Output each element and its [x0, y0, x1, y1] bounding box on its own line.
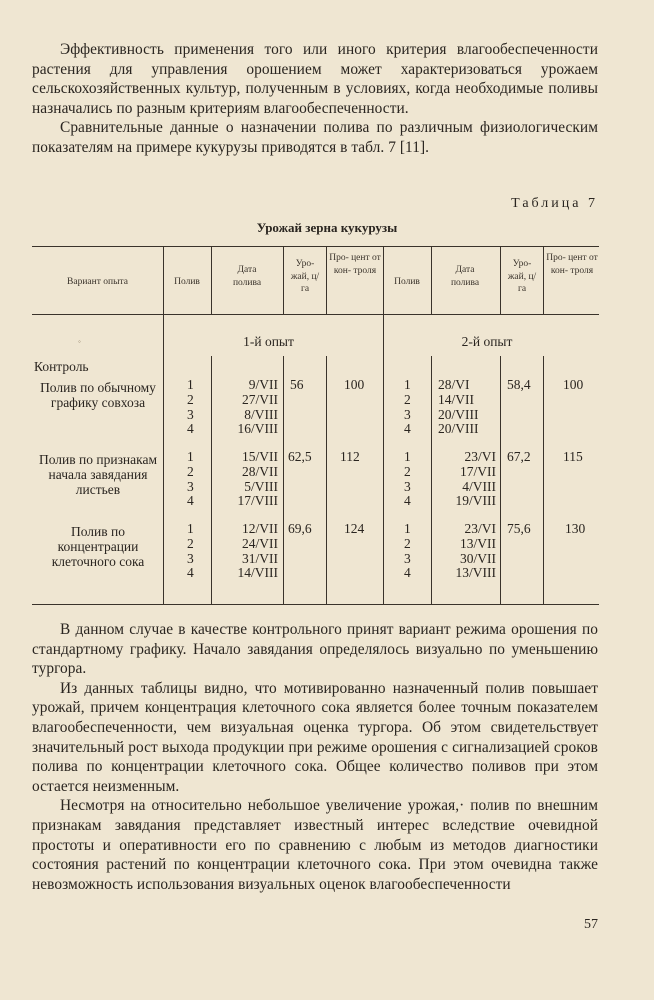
polivs-row-2-exp1: 1 2 3 4 [187, 449, 194, 509]
experiment-divider [383, 246, 384, 604]
yield-row-1-exp2: 58,4 [507, 377, 531, 392]
body-divider [500, 356, 501, 604]
dates-row-2-exp1: 15/VII 28/VII 5/VIII 17/VIII [237, 449, 278, 509]
dates-row-1-exp1: 9/VII 27/VII 8/VIII 16/VIII [237, 377, 278, 437]
header-date-2: Дата полива [450, 265, 480, 288]
header-divider [543, 246, 544, 314]
body-divider [163, 314, 164, 604]
header-irrigation-2: Полив [394, 277, 420, 287]
header-percent-1: Про- цент от кон- троля [329, 253, 381, 276]
body-divider [283, 356, 284, 604]
table-header-rule [32, 314, 599, 315]
yield-row-3-exp2: 75,6 [507, 521, 531, 536]
variant-row-1: Полив по обычному графику совхоза [40, 380, 156, 410]
header-date-1: Дата полива [232, 265, 262, 288]
polivs-row-2-exp2: 1 2 3 4 [404, 449, 411, 509]
polivs-row-3-exp1: 1 2 3 4 [187, 521, 194, 581]
percent-row-1-exp2: 100 [563, 377, 584, 392]
polivs-row-3-exp2: 1 2 3 4 [404, 521, 411, 581]
polivs-row-1-exp1: 1 2 3 4 [187, 377, 194, 437]
percent-row-2-exp1: 112 [340, 449, 360, 464]
header-percent-2: Про- цент от кон- троля [546, 253, 598, 276]
body-text [32, 620, 598, 894]
dates-row-3-exp1: 12/VII 24/VII 31/VII 14/VIII [237, 521, 278, 581]
intro-paragraph-1: Эффективность применения того или иного критерия влагообеспеченности растения для управления орошением может характеризоваться урожаем сельскохозяйственных культур, полученным в условиях, когда необходимые поливы назначались по разным критериям влагообеспеченности. [32, 41, 598, 117]
table-title: Урожай зерна кукурузы [256, 220, 398, 235]
body-paragraph-1: В данном случае в качестве контрольного принят вариант режима орошения по стандартному графику. Начало завядания определялось визуально по уменьшению тургора. [32, 621, 598, 678]
print-mark: ◦ [78, 337, 81, 346]
header-divider [211, 246, 212, 314]
body-divider [326, 356, 327, 604]
percent-row-2-exp2: 115 [563, 449, 583, 464]
header-divider [326, 246, 327, 314]
percent-row-3-exp1: 124 [344, 521, 365, 536]
percent-row-3-exp2: 130 [565, 521, 586, 536]
dates-row-2-exp2: 23/VI 17/VII 4/VIII 19/VIII [455, 449, 496, 509]
header-yield-2: Уро- жай, ц/га [507, 259, 537, 294]
dates-row-1-exp2: 28/VI 14/VII 20/VIII 20/VIII [438, 377, 479, 437]
header-divider [500, 246, 501, 314]
dates-row-3-exp2: 23/VI 13/VII 30/VII 13/VIII [455, 521, 496, 581]
body-divider [211, 356, 212, 604]
header-irrigation-1: Полив [174, 277, 200, 287]
yield-row-2-exp1: 62,5 [288, 449, 312, 464]
yield-row-2-exp2: 67,2 [507, 449, 531, 464]
variant-control: Контроль [34, 359, 89, 374]
experiment-1-label: 1-й опыт [243, 334, 294, 349]
body-paragraph-3: Несмотря на относительно небольшое увеличение урожая,· полив по внешним признакам завядания представляет известный интерес вследствие очевидной простоты и оперативности его по сравнению с любым из методов диагностики состояния растений по концентрации клеточного сока. При этом очевидна также невозможность использования визуальных оценок влагообеспеченности [32, 797, 598, 893]
page-number: 57 [584, 917, 598, 932]
header-yield-1: Уро- жай, ц/га [290, 259, 320, 294]
header-variant: Вариант опыта [67, 277, 128, 287]
polivs-row-1-exp2: 1 2 3 4 [404, 377, 411, 437]
table-top-rule [32, 246, 599, 247]
yield-row-3-exp1: 69,6 [288, 521, 312, 536]
table-number: Таблица 7 [511, 196, 598, 211]
variant-row-2: Полив по признакам начала завядания листьев [38, 452, 158, 497]
percent-row-1-exp1: 100 [344, 377, 365, 392]
variant-row-3: Полив по концентрации клеточного сока [51, 524, 145, 569]
body-divider [543, 356, 544, 604]
header-divider [283, 246, 284, 314]
body-paragraph-2: Из данных таблицы видно, что мотивированно назначенный полив повышает урожай, причем концентрация клеточного сока является более точным показателем влагообеспеченности, чем визуальная оценка тургора. Об этом свидетельствует значительный рост выхода продукции при режиме орошения с сигнализацией сроков полива по концентрации клеточного сока. Общее количество поливов при этом остается неизменным. [32, 679, 598, 795]
intro-paragraph-2: Сравнительные данные о назначении полива по различным физиологическим показателям на примере кукурузы приводятся в табл. 7 [11]. [32, 119, 598, 156]
table-bottom-rule [32, 604, 599, 605]
experiment-2-label: 2-й опыт [461, 334, 513, 349]
yield-row-1-exp1: 56 [290, 377, 304, 392]
body-divider [431, 356, 432, 604]
header-divider [431, 246, 432, 314]
